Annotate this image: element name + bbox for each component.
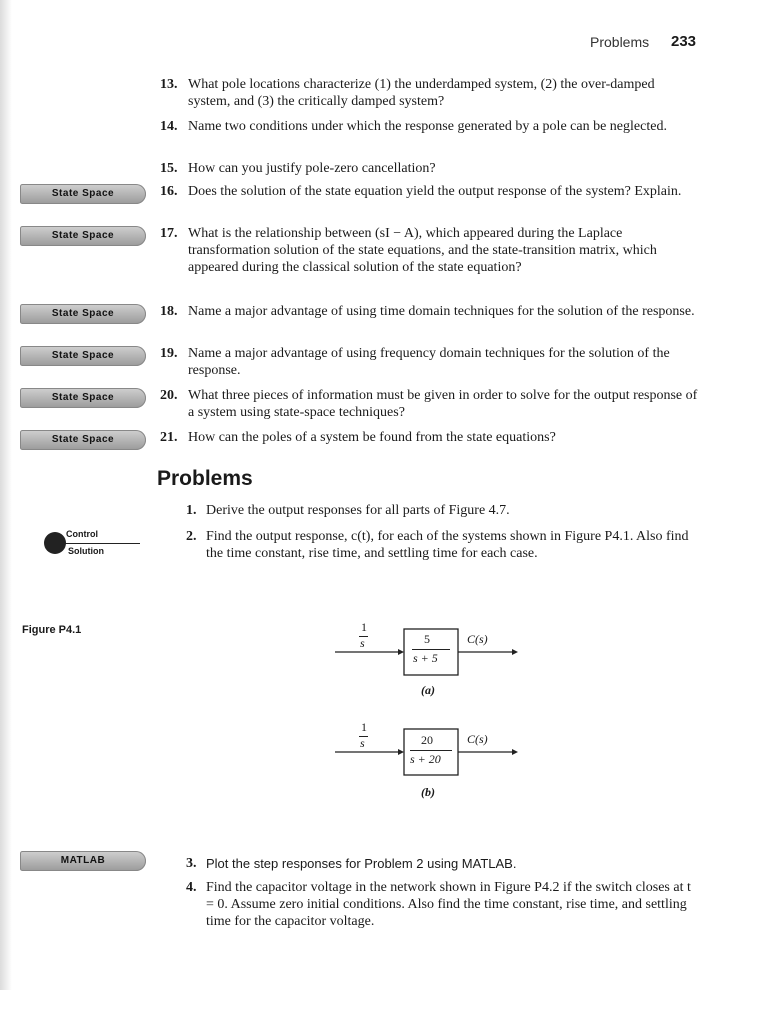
figure-p4-1	[320, 612, 540, 812]
caption-a: (a)	[421, 683, 435, 697]
question-15: 15. How can you justify pole-zero cancellation?	[160, 161, 436, 176]
question-18: 18. Name a major advantage of using time domain techniques for the solution of the response.	[160, 304, 695, 319]
state-space-tag: State Space	[20, 346, 146, 366]
output-label-a: C(s)	[467, 632, 488, 646]
problem-1: 1. Derive the output responses for all parts of Figure 4.7.	[186, 503, 510, 518]
page-number: 233	[671, 33, 697, 50]
problem-4: 4. Find the capacitor voltage in the network shown in Figure P4.2 if the switch closes at t = 0. Assume zero initial conditions. Also find the time constant, rise time, and settling time for the capacitor voltage.	[186, 880, 691, 929]
block-den-b: s + 20	[410, 752, 441, 766]
problem-3: 3. Plot the step responses for Problem 2 using MATLAB.	[186, 856, 517, 871]
state-space-tag: State Space	[20, 226, 146, 246]
input-label-den-b: s	[360, 736, 365, 750]
output-label-b: C(s)	[467, 732, 488, 746]
state-space-tag: State Space	[20, 388, 146, 408]
input-label-den-a: s	[360, 636, 365, 650]
question-21: 21. How can the poles of a system be found from the state equations?	[160, 430, 556, 445]
question-19: 19. Name a major advantage of using frequency domain techniques for the solution of the response.	[160, 346, 670, 378]
block-diagram-lines	[320, 612, 540, 812]
block-num-a: 5	[424, 632, 430, 646]
state-space-tag: State Space	[20, 184, 146, 204]
input-label-num-a: 1	[361, 620, 367, 634]
problem-2: 2. Find the output response, c(t), for each of the systems shown in Figure P4.1. Also find the time constant, rise time, and settling time for each case.	[186, 529, 689, 561]
block-num-b: 20	[421, 733, 433, 747]
section-title: Problems	[157, 467, 253, 490]
running-head: Problems	[590, 34, 650, 50]
matlab-tag: MATLAB	[20, 851, 146, 871]
question-14: 14. Name two conditions under which the response generated by a pole can be neglected.	[160, 119, 667, 134]
page-edge-shadow	[0, 0, 12, 990]
caption-b: (b)	[421, 785, 435, 799]
input-label-num-b: 1	[361, 720, 367, 734]
question-13: 13. What pole locations characterize (1) the underdamped system, (2) the over-damped system, and (3) the critically damped system?	[160, 77, 655, 109]
state-space-tag: State Space	[20, 430, 146, 450]
block-den-a: s + 5	[413, 651, 438, 665]
figure-label: Figure P4.1	[22, 624, 82, 636]
control-solution-icon: Control Solution	[44, 526, 144, 562]
state-space-tag: State Space	[20, 304, 146, 324]
question-16: 16. Does the solution of the state equation yield the output response of the system? Explain.	[160, 184, 682, 199]
question-17: 17. What is the relationship between (sI − A), which appeared during the Laplace transformation solution of the state equations, and the state-transition matrix, which appeared during the classical solution of the state equation?	[160, 226, 657, 275]
question-20: 20. What three pieces of information must be given in order to solve for the output response of a system using state-space techniques?	[160, 388, 698, 420]
